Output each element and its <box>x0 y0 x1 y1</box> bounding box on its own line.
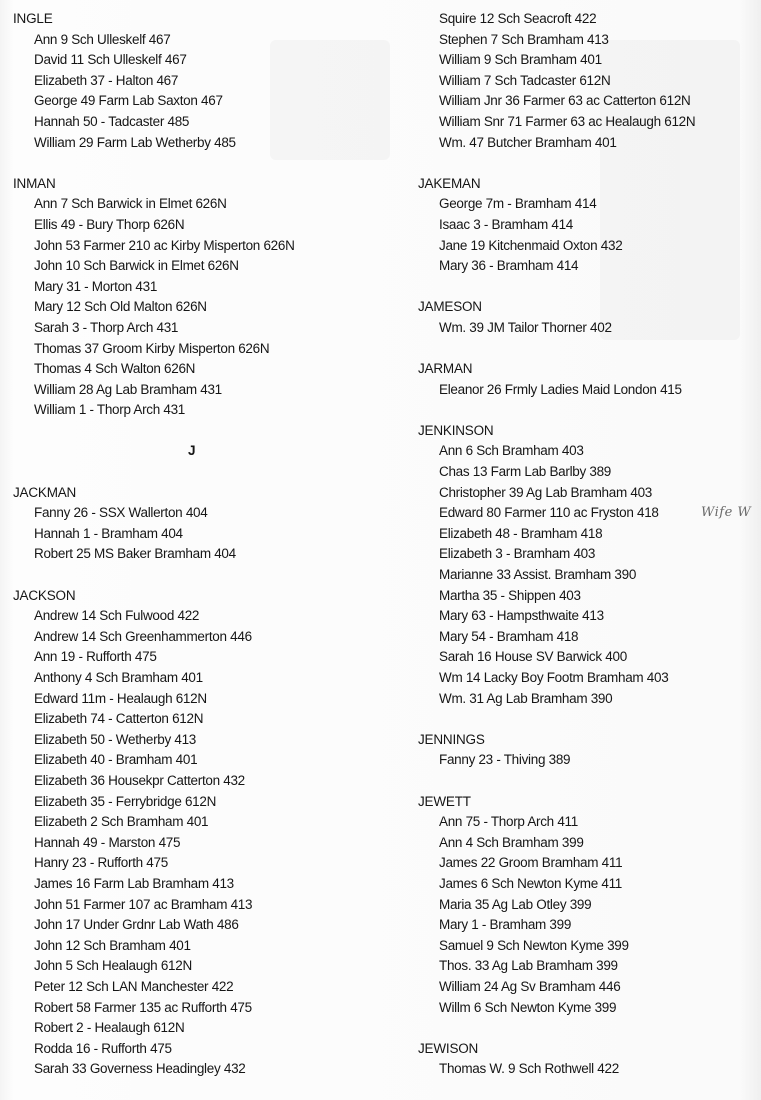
right-column <box>418 9 748 1080</box>
section-gap <box>418 1018 748 1039</box>
section-gap <box>13 153 403 174</box>
person-entry: Hannah 1 - Bramham 404 <box>34 525 183 541</box>
person-entry: Robert 25 MS Baker Bramham 404 <box>34 546 236 562</box>
section-gap <box>418 709 748 730</box>
person-entry: Edward 11m - Healaugh 612N <box>34 690 207 706</box>
left-column <box>13 9 403 1080</box>
surname-heading: INGLE <box>13 11 53 26</box>
person-entry: Ann 7 Sch Barwick in Elmet 626N <box>34 196 227 212</box>
person-entry: Elizabeth 40 - Bramham 401 <box>34 752 198 768</box>
person-entry: Thomas 4 Sch Walton 626N <box>34 361 196 377</box>
surname-heading: JENKINSON <box>418 422 494 438</box>
person-entry: Sarah 33 Governess Headingley 432 <box>34 1061 246 1077</box>
surname-section <box>13 586 403 1080</box>
person-entry: George 49 Farm Lab Saxton 467 <box>34 93 223 109</box>
person-entry: John 12 Sch Bramham 401 <box>34 937 191 953</box>
section-gap <box>13 421 403 442</box>
person-entry: Ann 9 Sch Ulleskelf 467 <box>34 31 171 47</box>
person-entry: Samuel 9 Sch Newton Kyme 399 <box>439 937 629 953</box>
person-entry: Mary 36 - Bramham 414 <box>439 258 579 274</box>
person-entry: Elizabeth 35 - Ferrybridge 612N <box>34 793 217 809</box>
person-entry: Sarah 3 - Thorp Arch 431 <box>34 319 179 335</box>
person-entry: Ann 6 Sch Bramham 403 <box>439 443 584 459</box>
person-entry: Fanny 23 - Thiving 389 <box>439 752 571 768</box>
person-entry: Wm 14 Lacky Boy Footm Bramham 403 <box>439 670 669 685</box>
person-entry: David 11 Sch Ulleskelf 467 <box>34 52 187 68</box>
person-entry: John 17 Under Grdnr Lab Wath 486 <box>34 917 239 933</box>
person-entry: Mary 54 - Bramham 418 <box>439 628 579 644</box>
surname-section <box>13 483 403 565</box>
surname-heading: INMAN <box>13 175 56 191</box>
person-entry: William 29 Farm Lab Wetherby 485 <box>34 134 236 150</box>
surname-section <box>418 297 748 338</box>
surname-section <box>418 9 748 153</box>
person-entry: Wm. 31 Ag Lab Bramham 390 <box>439 690 613 706</box>
person-entry: Thomas W. 9 Sch Rothwell 422 <box>439 1061 619 1077</box>
person-entry: Elizabeth 37 - Halton 467 <box>34 72 179 88</box>
section-gap <box>13 462 403 483</box>
person-entry: Martha 35 - Shippen 403 <box>439 587 581 603</box>
person-entry: Ann 4 Sch Bramham 399 <box>439 834 584 850</box>
person-entry: Peter 12 Sch LAN Manchester 422 <box>34 978 234 994</box>
person-entry: Hannah 50 - Tadcaster 485 <box>34 113 190 129</box>
person-entry: Hannah 49 - Marston 475 <box>34 834 181 850</box>
surname-heading: JARMAN <box>418 361 473 377</box>
person-entry: George 7m - Bramham 414 <box>439 196 597 212</box>
person-entry: Elizabeth 48 - Bramham 418 <box>439 525 603 541</box>
person-entry: Eleanor 26 Frmly Ladies Maid London 415 <box>439 381 682 397</box>
person-entry: Jane 19 Kitchenmaid Oxton 432 <box>439 237 623 253</box>
section-gap <box>418 277 748 298</box>
surname-heading: JACKSON <box>13 587 76 603</box>
person-entry: Mary 63 - Hampsthwaite 413 <box>439 608 604 624</box>
person-entry: William 7 Sch Tadcaster 612N <box>439 72 611 88</box>
person-entry: John 53 Farmer 210 ac Kirby Misperton 626N <box>34 237 295 253</box>
person-entry: Mary 1 - Bramham 399 <box>439 917 572 933</box>
person-entry: Elizabeth 3 - Bramham 403 <box>439 546 596 562</box>
person-entry: James 22 Groom Bramham 411 <box>439 855 623 871</box>
section-gap <box>418 771 748 792</box>
section-gap <box>418 153 748 174</box>
person-entry: Andrew 14 Sch Greenhammerton 446 <box>34 628 252 644</box>
person-entry: Thomas 37 Groom Kirby Misperton 626N <box>34 340 270 356</box>
person-entry: Elizabeth 74 - Catterton 612N <box>34 711 204 727</box>
person-entry: Mary 12 Sch Old Malton 626N <box>34 299 207 315</box>
person-entry: William 24 Ag Sv Bramham 446 <box>439 978 621 994</box>
person-entry: Thos. 33 Ag Lab Bramham 399 <box>439 958 618 974</box>
handwritten-margin-note: Wife W <box>701 505 752 520</box>
person-entry: Stephen 7 Sch Bramham 413 <box>439 31 609 47</box>
person-entry: Maria 35 Ag Lab Otley 399 <box>439 896 592 912</box>
section-gap <box>13 565 403 586</box>
index-letter-heading: J <box>188 443 196 459</box>
person-entry: Elizabeth 36 Housekpr Catterton 432 <box>34 772 245 788</box>
person-entry: Fanny 26 - SSX Wallerton 404 <box>34 505 208 521</box>
person-entry: Squire 12 Sch Seacroft 422 <box>439 11 597 26</box>
surname-section <box>13 9 403 153</box>
person-entry: James 6 Sch Newton Kyme 411 <box>439 875 622 891</box>
surname-heading: JEWETT <box>418 793 471 809</box>
person-entry: Robert 58 Farmer 135 ac Rufforth 475 <box>34 999 252 1015</box>
person-entry: William 28 Ag Lab Bramham 431 <box>34 381 222 397</box>
surname-heading: JAKEMAN <box>418 175 481 191</box>
person-entry: Ann 19 - Rufforth 475 <box>34 649 157 665</box>
person-entry: Hanry 23 - Rufforth 475 <box>34 855 168 871</box>
person-entry: John 5 Sch Healaugh 612N <box>34 958 192 974</box>
person-entry: Christopher 39 Ag Lab Bramham 403 <box>439 484 652 500</box>
person-entry: James 16 Farm Lab Bramham 413 <box>34 875 234 891</box>
surname-section <box>418 792 748 1019</box>
surname-section <box>13 174 403 421</box>
surname-section <box>418 1039 748 1080</box>
person-entry: Marianne 33 Assist. Bramham 390 <box>439 567 637 583</box>
person-entry: Wm. 39 JM Tailor Thorner 402 <box>439 319 612 335</box>
person-entry: William Jnr 36 Farmer 63 ac Catterton 612N <box>439 93 691 109</box>
surname-section <box>418 359 748 400</box>
person-entry: Robert 2 - Healaugh 612N <box>34 1020 185 1036</box>
person-entry: William 9 Sch Bramham 401 <box>439 52 602 68</box>
person-entry: Elizabeth 50 - Wetherby 413 <box>34 731 197 747</box>
person-entry: Ann 75 - Thorp Arch 411 <box>439 814 578 830</box>
person-entry: William 1 - Thorp Arch 431 <box>34 402 186 418</box>
surname-section <box>418 174 748 277</box>
surname-section <box>418 421 748 709</box>
surname-heading: JENNINGS <box>418 731 485 747</box>
person-entry: Rodda 16 - Rufforth 475 <box>34 1040 172 1056</box>
surname-heading: JAMESON <box>418 299 482 315</box>
person-entry: Edward 80 Farmer 110 ac Fryston 418 <box>439 505 659 521</box>
person-entry: Wm. 47 Butcher Bramham 401 <box>439 134 617 150</box>
surname-heading: JACKMAN <box>13 484 77 500</box>
section-gap <box>418 400 748 421</box>
person-entry: John 10 Sch Barwick in Elmet 626N <box>34 258 239 274</box>
person-entry: Elizabeth 2 Sch Bramham 401 <box>34 814 209 830</box>
person-entry: William Snr 71 Farmer 63 ac Healaugh 612N <box>439 113 696 129</box>
person-entry: Sarah 16 House SV Barwick 400 <box>439 649 627 665</box>
surname-section <box>418 730 748 771</box>
person-entry: Ellis 49 - Bury Thorp 626N <box>34 216 185 232</box>
person-entry: Isaac 3 - Bramham 414 <box>439 216 574 232</box>
surname-heading: JEWISON <box>418 1040 479 1056</box>
person-entry: Mary 31 - Morton 431 <box>34 278 158 294</box>
person-entry: Chas 13 Farm Lab Barlby 389 <box>439 464 611 480</box>
person-entry: Anthony 4 Sch Bramham 401 <box>34 670 203 685</box>
person-entry: Andrew 14 Sch Fulwood 422 <box>34 608 200 624</box>
person-entry: John 51 Farmer 107 ac Bramham 413 <box>34 896 253 912</box>
section-gap <box>418 339 748 360</box>
person-entry: Willm 6 Sch Newton Kyme 399 <box>439 999 617 1015</box>
